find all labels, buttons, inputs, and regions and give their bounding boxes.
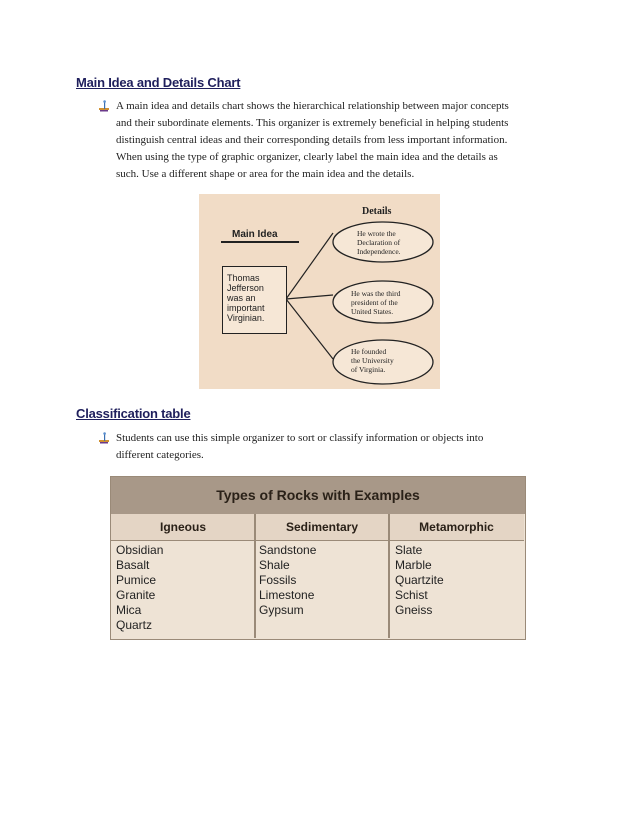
table-cell: Slate — [395, 543, 423, 557]
section-heading-classification: Classification table — [76, 406, 191, 421]
section-heading-main-idea: Main Idea and Details Chart — [76, 75, 241, 90]
detail-text-3 — [351, 347, 394, 374]
column-divider — [388, 514, 390, 638]
detail-line: Declaration of — [357, 238, 401, 247]
main-idea-line: Thomas — [227, 273, 260, 283]
paragraph-line: distinguish central ideas and their corresponding details from less important information. — [116, 134, 508, 146]
table-cell: Pumice — [116, 573, 157, 587]
main-idea-details-figure — [199, 194, 440, 389]
table-cell: Granite — [116, 588, 156, 602]
table-cell: Limestone — [259, 588, 315, 602]
table-cell: Marble — [395, 558, 432, 572]
paragraph-line: When using the type of graphic organizer, clearly label the main idea and the details as — [116, 151, 498, 163]
main-idea-line: important — [227, 303, 265, 313]
main-idea-line: Jefferson — [227, 283, 264, 293]
table-cell: Sandstone — [259, 543, 317, 557]
column-igneous — [116, 543, 163, 633]
main-idea-text — [227, 273, 265, 323]
table-cell: Gypsum — [259, 603, 304, 617]
detail-line: United States. — [351, 307, 394, 316]
column-divider — [254, 514, 256, 638]
detail-line: president of the — [351, 298, 398, 307]
main-idea-title: Main Idea — [232, 229, 278, 240]
pin-bullet-icon — [98, 432, 110, 444]
main-idea-paragraph — [116, 98, 509, 183]
paragraph-line: different categories. — [116, 449, 204, 461]
rock-types-table — [110, 476, 526, 640]
paragraph-line: A main idea and details chart shows the hierarchical relationship between major concepts — [116, 100, 509, 112]
detail-line: Independence. — [357, 247, 401, 256]
table-cell: Shale — [259, 558, 290, 572]
table-cell: Fossils — [259, 573, 297, 587]
paragraph-line: such. Use a different shape or area for the main idea and the details. — [116, 168, 415, 180]
column-metamorphic — [395, 543, 444, 618]
main-idea-line: was an — [227, 293, 256, 303]
main-idea-line: Virginian. — [227, 313, 265, 323]
pin-bullet-icon — [98, 100, 110, 112]
table-cell: Basalt — [116, 558, 150, 572]
column-header-igneous: Igneous — [111, 514, 255, 541]
paragraph-line: and their subordinate elements. This organizer is extremely beneficial in helping students — [116, 117, 509, 129]
table-cell: Mica — [116, 603, 142, 617]
column-header-metamorphic: Metamorphic — [389, 514, 524, 541]
main-idea-underline — [221, 241, 299, 243]
detail-line: the University — [351, 356, 394, 365]
detail-text-2 — [351, 289, 400, 316]
table-cell: Schist — [395, 588, 428, 602]
detail-text-1 — [357, 229, 401, 256]
detail-line: He founded — [351, 347, 387, 356]
column-sedimentary — [259, 543, 316, 618]
table-cell: Quartz — [116, 618, 153, 632]
table-cell: Obsidian — [116, 543, 164, 557]
paragraph-line: Students can use this simple organizer to sort or classify information or objects into — [116, 432, 484, 444]
details-title: Details — [362, 206, 392, 217]
table-cell: Gneiss — [395, 603, 433, 617]
detail-line: of Virginia. — [351, 365, 386, 374]
column-header-sedimentary: Sedimentary — [255, 514, 389, 541]
detail-line: He wrote the — [357, 229, 396, 238]
table-cell: Quartzite — [395, 573, 444, 587]
classification-paragraph — [116, 430, 483, 464]
detail-line: He was the third — [351, 289, 401, 298]
table-title: Types of Rocks with Examples — [111, 477, 525, 514]
